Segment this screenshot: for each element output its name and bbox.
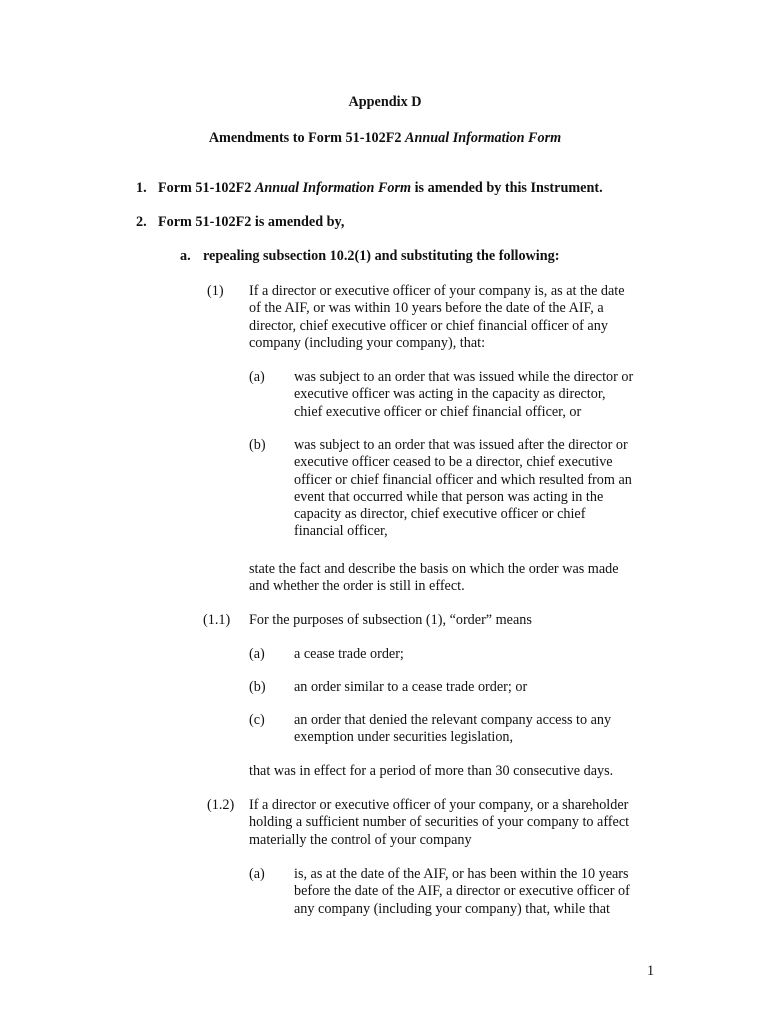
text-line: any company (including your company) that, while that <box>294 900 610 917</box>
subsection-1-a-label: (a) <box>249 369 265 385</box>
subsection-1-b-text <box>294 437 632 541</box>
text-line: If a director or executive officer of your company, or a shareholder <box>249 797 629 813</box>
text-line: chief executive officer or chief financial officer, or <box>294 403 582 420</box>
subheading-text: Amendments to Form 51-102F2 <box>208 130 406 146</box>
subsection-1-1-label: (1.1) <box>203 612 231 628</box>
text-line: exemption under securities legislation, <box>294 729 514 746</box>
subsection-1-label: (1) <box>207 283 224 299</box>
text-line: state the fact and describe the basis on which the order was made <box>249 561 619 577</box>
subsection-1-a-text <box>294 369 633 421</box>
subsection-1-1-a-text: a cease trade order; <box>294 646 404 662</box>
subsection-1-1-b-text: an order similar to a cease trade order; or <box>294 679 528 695</box>
text-line: materially the control of your company <box>249 831 472 848</box>
item-1-number: 1. <box>136 180 147 196</box>
text-line: of the AIF, or was within 10 years before the date of the AIF, a <box>249 300 604 317</box>
item-2-text: Form 51-102F2 is amended by, <box>158 214 345 230</box>
subsection-1-1-c-label: (c) <box>249 712 265 728</box>
text-line: an order that denied the relevant company access to any <box>294 712 612 728</box>
text-line: capacity as director, chief executive officer or chief <box>294 506 586 523</box>
subsection-1-1-c-text <box>294 712 611 747</box>
text-line: If a director or executive officer of your company is, as at the date <box>249 283 625 299</box>
subheading-form-title: Annual Information Form <box>405 130 562 146</box>
text-line: director, chief executive officer or chief financial officer of any <box>249 317 608 334</box>
text-line: and whether the order is still in effect. <box>249 578 465 595</box>
text-line: executive officer was acting in the capacity as director, <box>294 386 606 403</box>
text-line: is, as at the date of the AIF, or has been within the 10 years <box>294 866 629 882</box>
subsection-1-1-closing: that was in effect for a period of more than 30 consecutive days. <box>249 763 614 779</box>
subsection-1-1-a-label: (a) <box>249 646 265 662</box>
subsection-1-b-label: (b) <box>249 437 266 453</box>
item-2-number: 2. <box>136 214 147 230</box>
subsection-1-text <box>249 283 625 352</box>
subsection-1-1-text: For the purposes of subsection (1), “order” means <box>249 612 532 628</box>
text-line: financial officer, <box>294 523 388 540</box>
subsection-1-closing <box>249 561 619 596</box>
subsection-1-2-a-label: (a) <box>249 866 265 882</box>
item-2a-letter: a. <box>180 248 191 264</box>
subsection-1-2-a-text <box>294 866 630 918</box>
text-line: executive officer ceased to be a director, chief executive <box>294 454 613 471</box>
item-1-suffix: is amended by this Instrument. <box>411 180 603 196</box>
subsection-1-2-label: (1.2) <box>207 797 235 813</box>
text-line: was subject to an order that was issued while the director or <box>294 369 634 385</box>
item-1-prefix: Form 51-102F2 <box>158 180 255 196</box>
item-1-text <box>158 180 603 197</box>
amendments-subheading <box>0 130 770 147</box>
text-line: event that occurred while that person was acting in the <box>294 488 604 505</box>
item-1-form-title: Annual Information Form <box>254 180 412 196</box>
page-number: 1 <box>647 963 655 979</box>
text-line: officer or chief financial officer and which resulted from an <box>294 471 632 488</box>
item-2a-text: repealing subsection 10.2(1) and substituting the following: <box>203 248 560 264</box>
appendix-heading: Appendix D <box>348 94 422 110</box>
text-line: holding a sufficient number of securities of your company to affect <box>249 814 630 831</box>
subsection-1-1-b-label: (b) <box>249 679 266 695</box>
text-line: company (including your company), that: <box>249 334 486 351</box>
subsection-1-2-text <box>249 797 629 849</box>
text-line: was subject to an order that was issued after the director or <box>294 437 628 453</box>
text-line: before the date of the AIF, a director or executive officer of <box>294 883 630 900</box>
